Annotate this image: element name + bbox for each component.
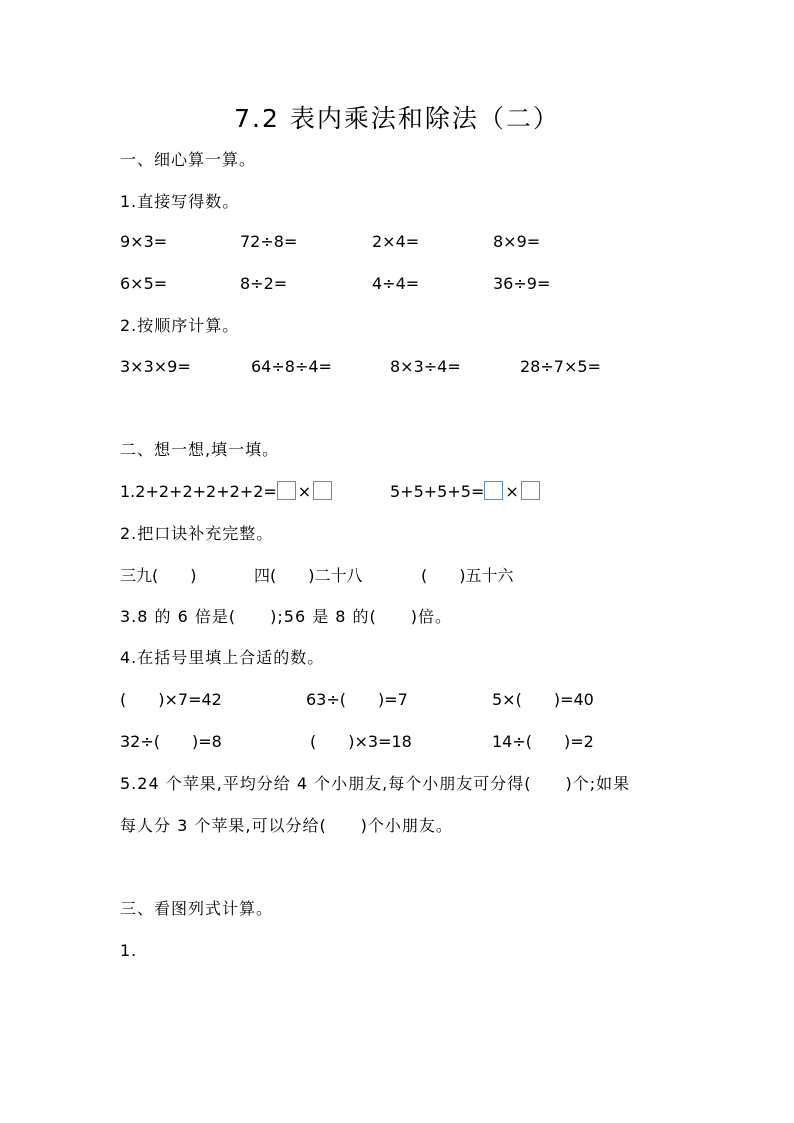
rhyme-item: 三九( ) (120, 566, 197, 585)
section2-q5-line2: 每人分 3 个苹果,可以分给( )个小朋友。 (120, 816, 453, 835)
section2-q2-label: 2.把口诀补充完整。 (120, 524, 274, 543)
problem-cell: 3×3×9= (120, 357, 191, 376)
problem-cell: ( )×3=18 (310, 732, 412, 751)
section2-q5-line1: 5.24 个苹果,平均分给 4 个小朋友,每个小朋友可分得( )个;如果 (120, 774, 631, 793)
problem-cell: 2×4= (372, 232, 420, 251)
equation-text: 1.2+2+2+2+2+2= (120, 482, 277, 501)
problem-cell: 8×9= (493, 232, 541, 251)
times-sign: × (505, 482, 519, 501)
problem-cell: 5×( )=40 (492, 690, 594, 709)
section1-heading: 一、细心算一算。 (120, 150, 257, 169)
page-title: 7.2 表内乘法和除法（二） (234, 104, 560, 133)
section2-heading: 二、想一想,填一填。 (120, 440, 280, 459)
problem-cell: 36÷9= (493, 274, 551, 293)
equation-text: 5+5+5+5= (390, 482, 485, 501)
problem-cell: 8÷2= (240, 274, 288, 293)
problem-cell: 28÷7×5= (520, 357, 601, 376)
problem-cell: 63÷( )=7 (306, 690, 408, 709)
answer-box[interactable] (277, 481, 296, 500)
section3-q1-label: 1. (120, 941, 138, 960)
problem-cell: ( )×7=42 (120, 690, 222, 709)
problem-cell: 32÷( )=8 (120, 732, 222, 751)
problem-cell: 72÷8= (240, 232, 298, 251)
section2-q3: 3.8 的 6 倍是( );56 是 8 的( )倍。 (120, 607, 453, 626)
fill-box-equation-left (120, 481, 332, 502)
fill-box-equation-right (390, 481, 540, 502)
answer-box[interactable] (484, 481, 503, 500)
rhyme-item: 四( )二十八 (254, 566, 363, 585)
answer-box[interactable] (313, 481, 332, 500)
problem-cell: 4÷4= (372, 274, 420, 293)
problem-cell: 64÷8÷4= (251, 357, 332, 376)
section1-q1-label: 1.直接写得数。 (120, 192, 240, 211)
rhyme-item: ( )五十六 (421, 566, 514, 585)
times-sign: × (297, 482, 312, 501)
section1-q2-label: 2.按顺序计算。 (120, 316, 240, 335)
problem-cell: 8×3÷4= (390, 357, 461, 376)
problem-cell: 6×5= (120, 274, 168, 293)
section2-q4-label: 4.在括号里填上合适的数。 (120, 648, 325, 667)
problem-cell: 14÷( )=2 (492, 732, 594, 751)
section3-heading: 三、看图列式计算。 (120, 899, 274, 918)
answer-box[interactable] (521, 481, 540, 500)
problem-cell: 9×3= (120, 232, 168, 251)
